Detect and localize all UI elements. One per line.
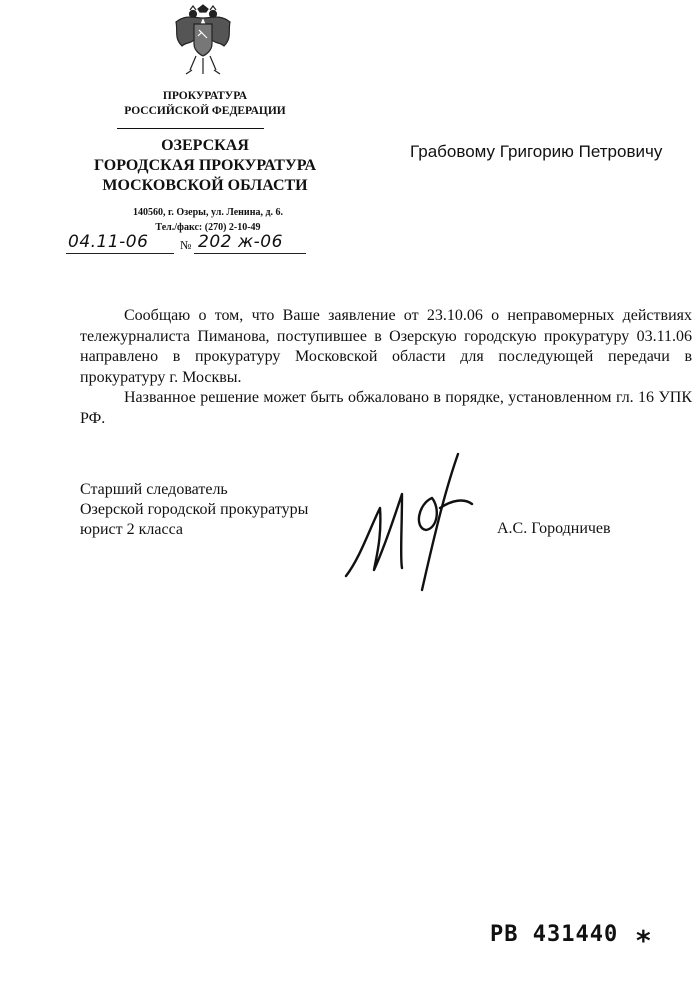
office-line-3: МОСКОВСКОЙ ОБЛАСТИ xyxy=(102,177,308,194)
signatory-line-3: юрист 2 класса xyxy=(80,521,183,538)
office-line-1: ОЗЕРСКАЯ xyxy=(161,137,249,154)
office-contacts xyxy=(108,205,308,235)
header-divider xyxy=(117,128,264,129)
office-title xyxy=(60,136,350,196)
org-line-1: ПРОКУРАТУРА xyxy=(162,90,248,102)
office-phone: Тел./факс: (270) 2-10-49 xyxy=(155,222,261,233)
double-headed-eagle-icon xyxy=(172,4,234,78)
office-address: 140560, г. Озеры, ул. Ленина, д. 6. xyxy=(132,207,284,218)
body-paragraph-2: Названное решение может быть обжаловано в порядке, установленном гл. 16 УПК РФ. xyxy=(80,389,692,427)
org-line-2: РОССИЙСКОЙ ФЕДЕРАЦИИ xyxy=(124,105,286,117)
outgoing-date: 04.11-06 xyxy=(68,232,149,252)
office-line-2: ГОРОДСКАЯ ПРОКУРАТУРА xyxy=(94,157,316,174)
body-paragraph-1: Сообщаю о том, что Ваше заявление от 23.10.06 о неправомерных действиях тележурналиста Пиманова, поступившее в Озерскую городскую прокуратуру 03.11.06 направлено в прокуратуру Московской области для последующей передачи в прокуратуру г. Москвы. xyxy=(80,307,692,386)
signatory-position xyxy=(80,480,308,540)
signatory-line-1: Старший следователь xyxy=(80,481,228,498)
outgoing-number: 202 ж-06 xyxy=(198,232,283,252)
addressee: Грабовому Григорию Петровичу xyxy=(410,142,663,161)
signatory-name: А.С. Городничев xyxy=(497,520,611,537)
number-underline xyxy=(194,253,306,254)
form-serial-number: РВ 431440 xyxy=(490,922,619,947)
letter-body xyxy=(80,306,692,429)
signatory-line-2: Озерской городской прокуратуры xyxy=(80,501,309,518)
prosecutor-office-name xyxy=(100,89,310,119)
number-sign: № xyxy=(180,238,192,252)
date-underline xyxy=(66,253,174,254)
asterisk-mark: * xyxy=(636,924,651,957)
